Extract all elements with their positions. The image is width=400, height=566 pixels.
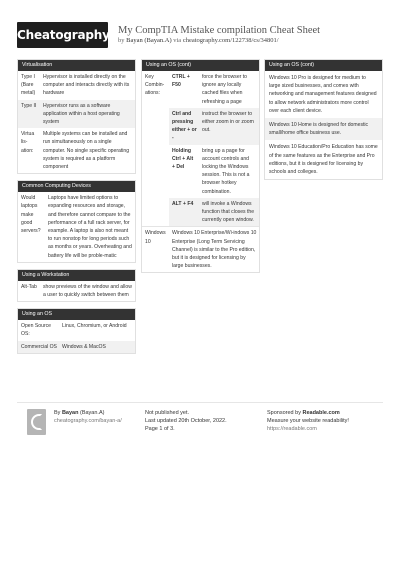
table-row bbox=[18, 192, 135, 262]
cheatography-logo[interactable]: Cheatography bbox=[17, 22, 108, 48]
paragraph-windows-10-home: Windows 10 Home is designed for domestic small/home office business use. bbox=[265, 118, 382, 140]
row-key: Virtua lis-ation: bbox=[21, 131, 35, 154]
combo-key: ALT + F4 bbox=[169, 198, 199, 227]
common-devices-table bbox=[18, 192, 135, 262]
column-2 bbox=[141, 59, 260, 279]
row-value: show previews of the window and allow a user to quickly switch between them bbox=[43, 283, 132, 299]
table-row bbox=[18, 281, 135, 301]
row-value: Hypervisor is installed directly on the computer and interacts directly with its hardware bbox=[43, 74, 130, 97]
row-key: Would laptops make good servers? bbox=[21, 195, 41, 235]
row-value: Linux, Chromium, or Android bbox=[62, 323, 127, 330]
row-value: Windows 10 Enterprise/Wi-indows 10 Enterprise (Long Term Servicing Channel) is similar to the Pro edition, but it is designed for licensing by large businesses. bbox=[172, 230, 257, 270]
footer-author-handle: (Bayan.A) bbox=[80, 410, 105, 416]
sponsor-tagline: Measure your website readability! bbox=[267, 418, 349, 424]
using-os-table bbox=[18, 320, 135, 353]
key-combinations-table bbox=[142, 71, 259, 226]
page-footer bbox=[17, 402, 383, 452]
table-row bbox=[18, 100, 135, 129]
using-os-cont-section bbox=[141, 59, 260, 273]
paragraph-windows-10-education: Windows 10 Education/Pro Education has some of the same features as the Enterprise and Pro editions, but it is designed for licensing by schools and colleges. bbox=[269, 144, 378, 176]
footer-author-name[interactable]: Bayan bbox=[61, 410, 79, 416]
section-heading: Using an OS (cont) bbox=[142, 60, 259, 71]
sponsor-url[interactable]: https://readable.com bbox=[267, 426, 317, 432]
table-row bbox=[142, 71, 259, 108]
workstation-section bbox=[17, 269, 136, 302]
table-row bbox=[142, 227, 259, 273]
virtualisation-section bbox=[17, 59, 136, 174]
table-row bbox=[18, 341, 135, 353]
column-1 bbox=[17, 59, 136, 360]
row-value: Hypervisor runs as a software application within a host operating system bbox=[40, 100, 135, 129]
combo-key: Holding Ctrl + Alt + Del bbox=[172, 147, 194, 171]
sheet-url-link[interactable]: cheatography.com/122738/cs/34801/ bbox=[182, 37, 279, 44]
row-key: Windows 10 bbox=[145, 230, 166, 245]
combo-key: CTRL + F50 bbox=[172, 74, 190, 89]
row-key: Type II bbox=[18, 100, 40, 129]
workstation-table bbox=[18, 281, 135, 301]
cheatography-c-icon bbox=[27, 409, 46, 435]
page-title: My CompTIA Mistake compilation Cheat Sheet bbox=[118, 25, 321, 36]
last-updated: Last updated 20th October, 2022. bbox=[145, 418, 227, 424]
table-row bbox=[18, 128, 135, 173]
published-status: Not published yet. bbox=[145, 410, 190, 416]
row-key: Type I (Bare metal) bbox=[21, 74, 36, 97]
common-devices-section bbox=[17, 180, 136, 263]
byline-via: via bbox=[173, 37, 182, 44]
footer-sponsor bbox=[267, 409, 349, 433]
row-key: Alt-Tab bbox=[21, 283, 37, 290]
footer-status bbox=[145, 409, 227, 433]
using-os-section bbox=[17, 308, 136, 354]
row-key: Open Source OS: bbox=[21, 323, 52, 338]
column-3 bbox=[264, 59, 383, 186]
table-row bbox=[18, 71, 135, 100]
table-row bbox=[18, 320, 135, 340]
section-heading: Virtualisation bbox=[18, 60, 135, 71]
section-heading: Using a Workstation bbox=[18, 270, 135, 281]
windows-10-table bbox=[142, 226, 259, 272]
key-combinations-label: Key Combin-ations: bbox=[145, 74, 165, 97]
sponsor-link[interactable]: Readable.com bbox=[302, 410, 340, 416]
combo-key: Ctrl and pressing either + or - bbox=[169, 108, 199, 145]
section-heading: Using an OS (cont) bbox=[265, 60, 382, 71]
row-value: Laptops have limited options to expanding resources and storage, and therefore cannot compare to the performance of a full rack server, for example. A laptop is also not meant to run nonstop for long periods such as months or years. Overheating and battery life will be proble-matic bbox=[48, 195, 132, 259]
row-key: Commercial OS bbox=[18, 341, 59, 353]
virtualisation-table bbox=[18, 71, 135, 173]
section-heading: Using an OS bbox=[18, 309, 135, 320]
author-link[interactable]: Bayan (Bayan.A) bbox=[126, 37, 172, 44]
row-value: Multiple systems can be installed and run simultaneously on a single computer. No single specific operating system is required as a platform component bbox=[43, 131, 130, 171]
row-value: Windows & MacOS bbox=[59, 341, 135, 353]
page-header bbox=[0, 0, 400, 58]
byline-by: by bbox=[118, 37, 125, 44]
section-heading: Common Computing Devices bbox=[18, 181, 135, 192]
combo-value: bring up a page for account controls and locking the Windows session. This is not a browser hotkey combination. bbox=[202, 147, 250, 195]
byline bbox=[118, 37, 279, 44]
combo-value: force the browser to ignore any locally cached files when refreshing a page bbox=[202, 74, 248, 105]
footer-by: By bbox=[54, 410, 61, 416]
combo-value: will invoke a Windows function that closes the currently open window. bbox=[199, 198, 259, 227]
footer-author-url[interactable]: cheatography.com/bayan-a/ bbox=[54, 418, 122, 424]
page-number: Page 1 of 3. bbox=[145, 426, 175, 432]
using-os-cont-section-2 bbox=[264, 59, 383, 180]
paragraph-windows-10-pro: Windows 10 Pro is designed for medium to large sized businesses, and comes with networking and management features designed to allow network administrators more control over each client device. bbox=[269, 75, 377, 114]
combo-value: instruct the browser to either zoom in or zoom out. bbox=[199, 108, 259, 145]
footer-author bbox=[54, 409, 122, 425]
sponsor-prefix: Sponsored by bbox=[267, 410, 301, 416]
